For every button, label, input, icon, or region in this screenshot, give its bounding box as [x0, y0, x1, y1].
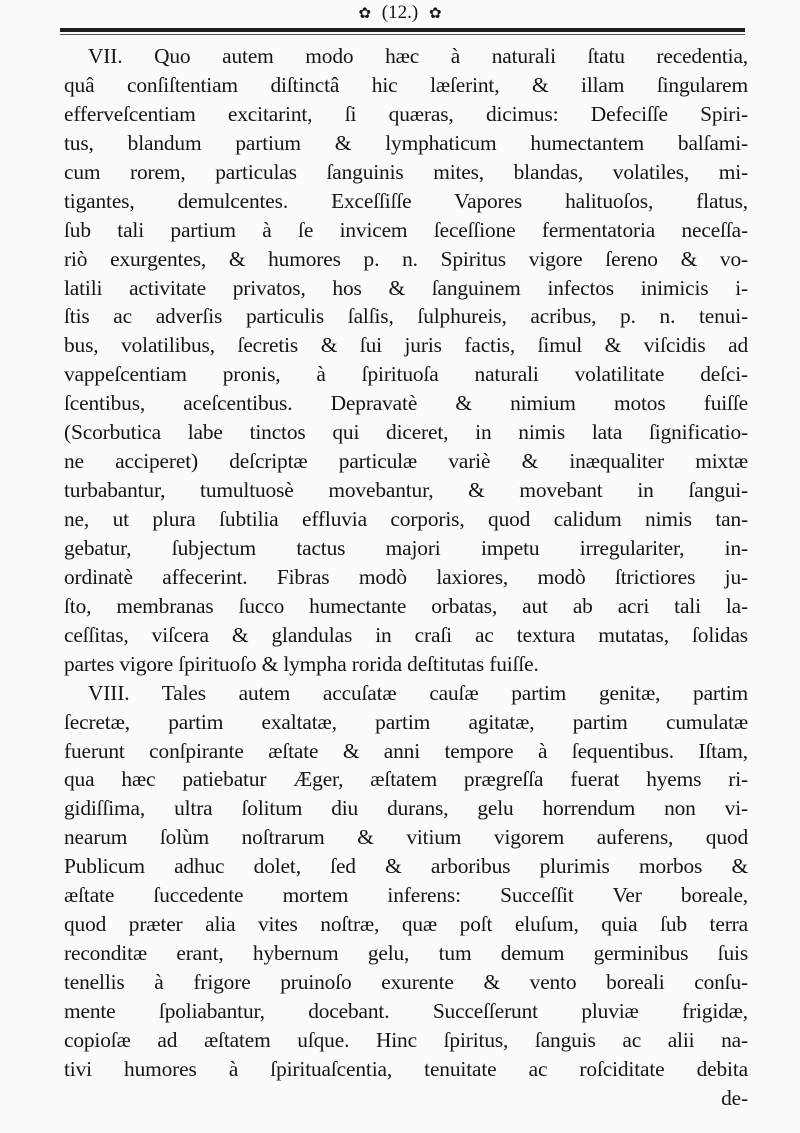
text-line: nearum ſolùm noſtrarum & vitium vigorem auferens, quod: [64, 825, 748, 850]
text-line: VIII. Tales autem accuſatæ cauſæ partim genitæ, partim: [88, 680, 748, 705]
catchword: de-: [721, 1085, 748, 1110]
text-line: ſcentibus, aceſcentibus. Depravatè & nimium motos fuiſſe: [64, 391, 748, 416]
text-line: copioſæ ad æſtatem uſque. Hinc ſpiritus, ſanguis ac alii na-: [64, 1027, 748, 1052]
text-line: Publicum adhuc dolet, ſed & arboribus plurimis morbos &: [64, 854, 748, 879]
text-line: ſub tali partium à ſe invicem ſeceſſione fermentatoria neceſſa-: [64, 217, 748, 242]
text-line: ſtis ac adverſis particulis ſalſis, ſulphureis, acribus, p. n. tenui-: [64, 304, 748, 329]
text-line: æſtate ſuccedente mortem inferens: Succeſſit Ver boreale,: [64, 883, 748, 908]
text-line: gebatur, ſubjectum tactus majori impetu irregulariter, in-: [64, 535, 748, 560]
text-line: cum rorem, particulas ſanguinis mites, blandas, volatiles, mi-: [64, 159, 748, 184]
text-line: turbabantur, tumultuosè movebantur, & movebant in ſangui-: [64, 478, 748, 503]
text-line: gidiſſima, ultra ſolitum diu durans, gelu horrendum non vi-: [64, 796, 748, 821]
text-line: partes vigore ſpirituoſo & lympha rorida deſtitutas fuiſſe.: [64, 651, 539, 676]
text-line: ne, ut plura ſubtilia effluvia corporis, quod calidum nimis tan-: [64, 507, 748, 531]
text-line: reconditæ erant, hybernum gelu, tum demum germinibus ſuis: [64, 941, 748, 966]
text-line: qua hæc patiebatur Æger, æſtatem prægreſſa fuerat hyems ri-: [64, 767, 748, 792]
text-line: riò exurgentes, & humores p. n. Spiritus vigore ſereno & vo-: [64, 246, 748, 271]
ornament-right-icon: ✿: [428, 6, 442, 22]
ornament-left-icon: ✿: [358, 6, 372, 22]
text-line: latili activitate privatos, hos & ſanguinem infectos inimicis i-: [64, 275, 748, 300]
header-rule-thick: [60, 28, 745, 32]
text-line: fuerunt conſpirante æſtate & anni tempore à ſequentibus. Iſtam,: [64, 738, 748, 763]
page-header: [0, 2, 800, 25]
text-line: tus, blandum partium & lymphaticum humectantem balſami-: [64, 130, 748, 155]
text-line: VII. Quo autem modo hæc à naturali ſtatu recedentia,: [88, 44, 748, 68]
header-rule-thin: [60, 34, 745, 35]
text-line: quod præter alia vites noſtræ, quæ poſt eluſum, quia ſub terra: [64, 912, 748, 937]
text-line: ſto, membranas ſucco humectante orbatas, aut ab acri tali la-: [64, 593, 748, 618]
text-line: ordinatè affecerint. Fibras modò laxiores, modò ſtrictiores ju-: [64, 564, 748, 589]
text-line: tenellis à frigore pruinoſo exurente & vento boreali conſu-: [64, 970, 748, 994]
text-line: quâ conſiſtentiam diſtinctâ hic læſerint, & illam ſingularem: [64, 72, 748, 97]
text-line: tivi humores à ſpirituaſcentia, tenuitate ac roſciditate debita: [64, 1056, 748, 1081]
text-line: efferveſcentiam excitarint, ſi quæras, dicimus: Defeciſſe Spiri-: [64, 101, 748, 126]
body-text: [64, 42, 748, 1113]
text-line: ceſſitas, viſcera & glandulas in craſi ac textura mutatas, ſolidas: [64, 622, 748, 647]
text-line: vappeſcentiam pronis, à ſpirituoſa naturali volatilitate deſci-: [64, 362, 748, 387]
text-line: mente ſpoliabantur, docebant. Succeſſerunt pluviæ frigidæ,: [64, 998, 748, 1023]
text-line: (Scorbutica labe tinctos qui diceret, in nimis lata ſignificatio-: [64, 420, 748, 445]
text-line: bus, volatilibus, ſecretis & ſui juris factis, ſimul & viſcidis ad: [64, 333, 748, 358]
text-line: ſecretæ, partim exaltatæ, partim agitatæ, partim cumulatæ: [64, 709, 748, 734]
text-line: tigantes, demulcentes. Exceſſiſſe Vapores halituoſos, flatus,: [64, 188, 748, 213]
text-line: ne acciperet) deſcriptæ particulæ variè & inæqualiter mixtæ: [64, 449, 748, 474]
page-number: (12.): [381, 2, 419, 23]
